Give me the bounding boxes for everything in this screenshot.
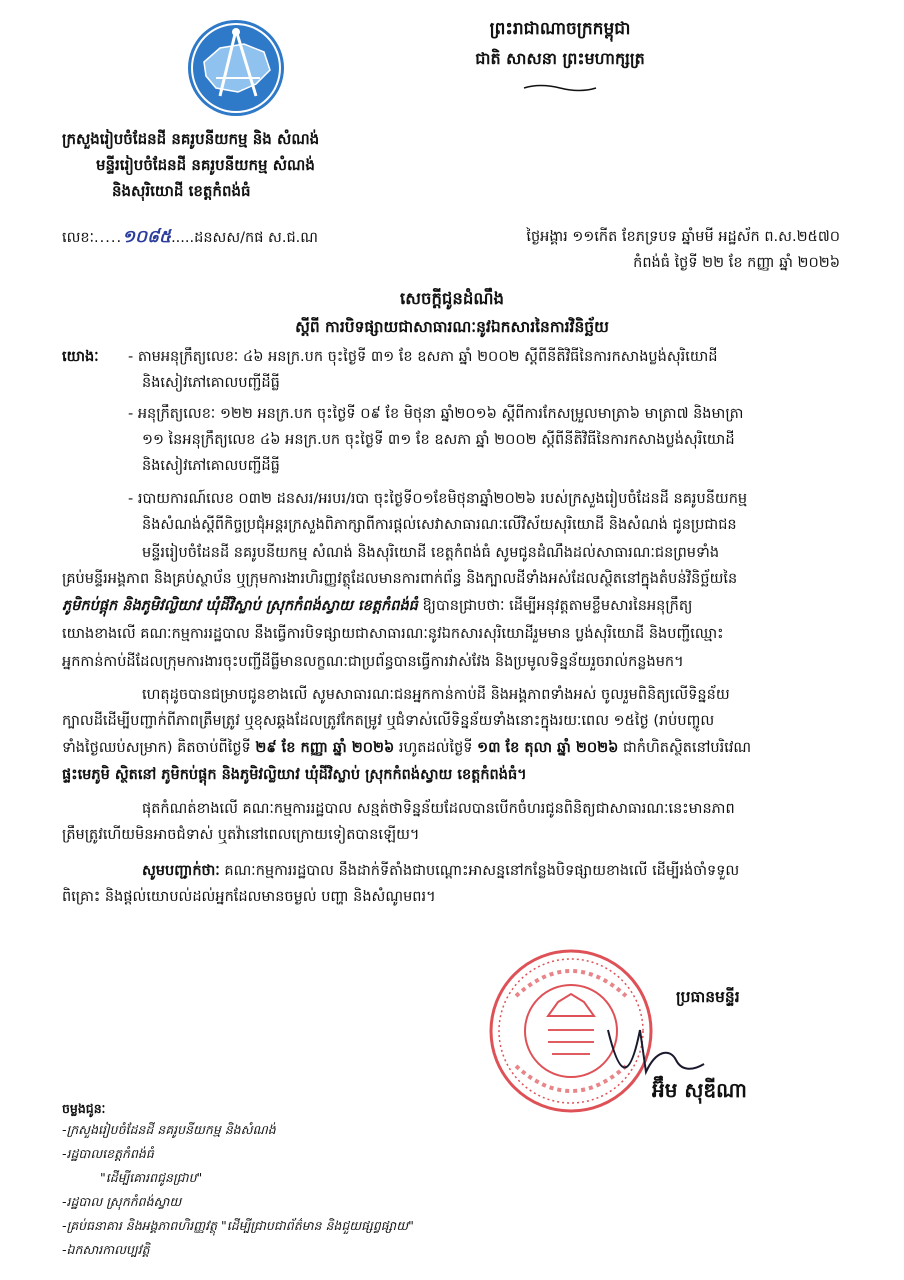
reference-3-line-2: និងសំណង់ស្តីពីកិច្ចប្រជុំអន្តរក្រសួងពិភាក្សាពីការផ្តល់សេវាសាធារណៈលើវិស័យសុរិយោដី និងសំណង់ ជូនប្រជាជន: [142, 517, 737, 533]
body-p3-line-1: ផុតកំណត់ខាងលើ គណៈកម្មការរដ្ឋបាល សន្មត់ថាទិន្នន័យដែលបានបើកចំហរជូនពិនិត្យជាសាធារណៈនេះមានភាព: [142, 801, 735, 817]
distribution-item-2-note: "ដើម្បីគោរពជូនជ្រាប": [100, 1170, 203, 1185]
body-p1-line-1: មន្ទីររៀបចំដែនដី នគរូបនីយកម្ម សំណង់ និងសុរិយោដី ខេត្តកំពង់ធំ សូមជូនដំណឹងដល់សាធារណៈជនព្រមទាំង: [142, 545, 720, 561]
body-p2-line-1: ហេតុដូចបានជម្រាបជូនខាងលើ សូមសាធារណៈជនអ្នកកាន់កាប់ដី និងអង្គភាពទាំងអស់ ចូលរួមពិនិត្យលើទិន្នន័យ: [142, 687, 730, 703]
department-name-1: មន្ទីររៀបចំដែនដី នគរូបនីយកម្ម សំណង់: [96, 156, 315, 174]
distribution-label: ចម្លងជូនៈ: [62, 1101, 106, 1116]
department-name-2: និងសុរិយោដី ខេត្តកំពង់ធំ: [112, 182, 251, 200]
kingdom-title: ព្រះរាជាណាចក្រកម្ពុជា: [489, 19, 631, 39]
distribution-item-2: -រដ្ឋបាលខេត្តកំពង់ធំ: [62, 1146, 154, 1161]
body-p1-line-2: គ្រប់មន្ទីរអង្គភាព និងគ្រប់ស្ថាប័ន ឬក្រុមការងារហិរញ្ញវត្ថុដែលមានការពាក់ព័ន្ធ និងក្បាលដីទាំងអស់ដែលស្ថិតនៅក្នុងតំបន់វិនិច្ឆ័យនៃ: [62, 571, 738, 587]
distribution-item-1: -ក្រសួងរៀបចំដែនដី នគរូបនីយកម្ម និងសំណង់: [62, 1122, 276, 1137]
reference-suffix: ដនសស/កផ ស.ជ.ណ: [194, 230, 318, 246]
body-p2-line-2: ក្បាលដីដើម្បីបញ្ជាក់ពីភាពត្រឹមត្រូវ ឬខុសឆ្គងដែលត្រូវកែតម្រូវ ឬជំទាស់លើទិន្នន័យទាំងនោះក្នុងរយៈពេល ១៥ថ្ងៃ (រាប់បញ្ចូល: [62, 713, 715, 729]
body-p4-line-1: សូមបញ្ជាក់ថាៈ គណៈកម្មការរដ្ឋបាល នឹងដាក់ទីតាំងជាបណ្តោះអាសន្ននៅកន្លែងបិទផ្សាយខាងលើ ដើម្បីរង់ចាំទទួល: [142, 863, 740, 879]
reference-prefix: លេខៈ: [62, 230, 95, 246]
ministry-logo: [186, 18, 286, 118]
body-p1-location: ភូមិកប់ផ្តុក និងភូមិវល្លិយាវ ឃុំដីវិស្លាប់ ស្រុកកំពង់ស្វាយ ខេត្តកំពង់ធំ: [62, 598, 418, 614]
body-p4-line-2: ពិគ្រោះ និងផ្តល់យោបល់ដល់អ្នកដែលមានចម្ងល់ បញ្ហា និងសំណូមពរ។: [62, 889, 436, 905]
reference-number: លេខៈ.....១០៨៥.....ដនសស/កផ ស.ជ.ណ: [62, 227, 318, 247]
start-date: ២៩ ខែ កញ្ញា ឆ្នាំ ២០២៦: [255, 740, 395, 756]
body-p2-line-3: ទាំងថ្ងៃឈប់សម្រាក) គិតចាប់ពីថ្ងៃទី ២៩ ខែ កញ្ញា ឆ្នាំ ២០២៦ រហូតដល់ថ្ងៃទី ១៣ ខែ តុលា ឆ្នាំ ២០២៦ ជាកំហិតស្ថិតនៅបរិវេណ: [62, 740, 752, 756]
solar-date: កំពង់ធំ ថ្ងៃទី ២២ ខែ កញ្ញា ឆ្នាំ ២០២៦: [633, 255, 840, 271]
body-p3-line-2: ត្រឹមត្រូវហើយមិនអាចជំទាស់ ឬតវ៉ានៅពេលក្រោយទៀតបានឡើយ។: [62, 827, 420, 843]
lunar-date: ថ្ងៃអង្គារ ១១កើត ខែភទ្របទ ឆ្នាំមមី អដ្ឋស័ក ព.ស.២៥៧០: [526, 229, 840, 245]
ministry-name: ក្រសួងរៀបចំដែនដី នគរូបនីយកម្ម និង សំណង់: [62, 130, 320, 148]
notice-title: សេចក្តីជូនដំណឹង: [400, 289, 504, 308]
distribution-item-4: -គ្រប់ធនាគារ និងអង្គភាពហិរញ្ញវត្ថុ "ដើម្បីជ្រាបជាព័ត៌មាន និងជួយផ្សព្វផ្សាយ": [62, 1218, 414, 1233]
reference-3-line-1: - របាយការណ៍លេខ ០៣២ ដនសរ/អរបរ/របា ចុះថ្ងៃទី០១ខែមិថុនាឆ្នាំ២០២៦ របស់ក្រសួងរៀបចំដែនដី នគរូបនីយកម្ម: [128, 491, 748, 507]
signatory-role: ប្រធានមន្ទីរ: [676, 988, 740, 1006]
reference-2-line-3: និងសៀវភៅគោលបញ្ជីដីធ្លី: [142, 458, 280, 474]
body-p1-line-3: ភូមិកប់ផ្តុក និងភូមិវល្លិយាវ ឃុំដីវិស្លាប់ ស្រុកកំពង់ស្វាយ ខេត្តកំពង់ធំ ឱ្យបានជ្រាបថាៈ ដើម្បីអនុវត្តតាមខ្លឹមសារនៃអនុក្រឹត្យ: [62, 598, 693, 614]
distribution-item-3: -រដ្ឋបាល ស្រុកកំពង់ស្វាយ: [62, 1194, 182, 1209]
reference-1-line-1: - តាមអនុក្រឹត្យលេខៈ ៤៦ អនក្រ.បក ចុះថ្ងៃទី ៣១ ខែ ឧសភា ឆ្នាំ ២០០២ ស្តីពីនីតិវិធីនៃការកសាងប្លង់សុរិយោដី: [128, 349, 718, 365]
motto-ornament: [520, 78, 600, 88]
end-date: ១៣ ខែ តុលា ឆ្នាំ ២០២៦: [477, 740, 619, 756]
signatory-name: អ៊ឹម សុឌីណា: [652, 1078, 747, 1102]
notice-subject: ស្តីពី ការបិទផ្សាយជាសាធារណៈនូវឯកសារនៃការវិនិច្ឆ័យ: [295, 318, 609, 336]
reference-2-line-2: ១១ នៃអនុក្រឹត្យលេខ ៤៦ អនក្រ.បក ចុះថ្ងៃទី ៣១ ខែ ឧសភា ឆ្នាំ ២០០២ ស្តីពីនីតិវិធីនៃការកសាងប្លង់សុរិយោដី: [142, 432, 735, 448]
body-p1-line-5: អ្នកកាន់កាប់ដីដែលក្រុមការងារចុះបញ្ជីដីធ្លីមានលក្ខណៈជាប្រព័ន្ធបានធ្វើការវាស់វែង និងប្រមូលទិន្នន័យរួចរាល់កន្លងមក។: [62, 654, 684, 670]
national-motto: ជាតិ សាសនា ព្រះមហាក្សត្រ: [475, 49, 645, 68]
distribution-item-5: -ឯកសារកាលប្បវត្តិ: [62, 1242, 150, 1257]
confirm-label: សូមបញ្ជាក់ថាៈ: [142, 863, 220, 879]
body-p2-line-4: ផ្ទះមេភូមិ ស្ថិតនៅ ភូមិកប់ផ្តុក និងភូមិវល្លិយាវ ឃុំដីវិស្លាប់ ស្រុកកំពង់ស្វាយ ខេត្តកំពង់ធំ។: [62, 767, 527, 783]
reference-1-line-2: និងសៀវភៅគោលបញ្ជីដីធ្លី: [142, 375, 280, 391]
references-label: យោងៈ: [62, 349, 99, 365]
body-p1-line-4: យោងខាងលើ គណៈកម្មការរដ្ឋបាល នឹងធ្វើការបិទផ្សាយជាសាធារណៈនូវឯកសារសុរិយោដីរួមមាន ប្លង់សុរិយោដី និងបញ្ជីឈ្មោះ: [62, 626, 724, 642]
handwritten-number: ១០៨៥: [122, 227, 172, 247]
reference-2-line-1: - អនុក្រឹត្យលេខៈ ១២២ អនក្រ.បក ចុះថ្ងៃទី ០៩ ខែ មិថុនា ឆ្នាំ២០១៦ ស្តីពីការកែសម្រួលមាត្រា៦ មាត្រា៧ និងមាត្រា: [128, 406, 744, 422]
